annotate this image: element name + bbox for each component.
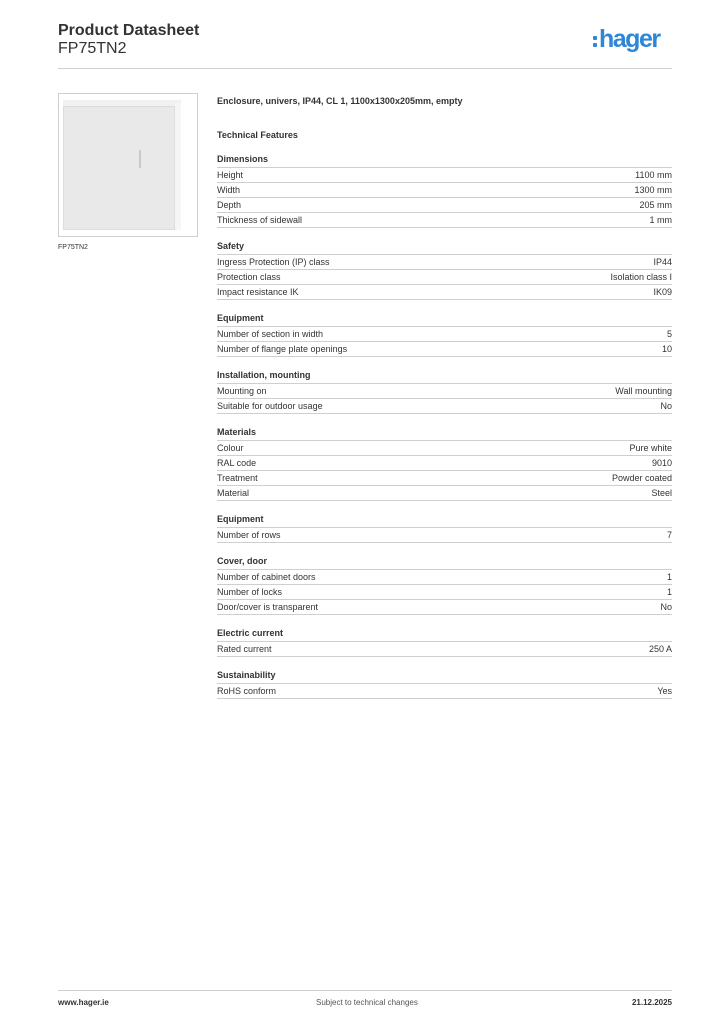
feature-label: Depth xyxy=(217,200,242,210)
feature-value: Pure white xyxy=(629,443,672,453)
section-title: Dimensions xyxy=(217,153,672,168)
feature-row xyxy=(217,585,672,600)
datasheet-content xyxy=(217,96,672,699)
hager-logo xyxy=(593,26,660,56)
feature-label: Height xyxy=(217,170,244,180)
feature-label: Thickness of sidewall xyxy=(217,215,303,225)
footer-date: 21.12.2025 xyxy=(631,998,672,1007)
feature-section xyxy=(217,669,672,699)
feature-label: Rated current xyxy=(217,644,272,654)
cabinet-handle xyxy=(139,150,141,168)
product-code: FP75TN2 xyxy=(58,40,127,57)
feature-section xyxy=(217,627,672,657)
footer-divider xyxy=(58,990,672,991)
feature-value: 1300 mm xyxy=(634,185,672,195)
feature-value: 1100 mm xyxy=(635,170,672,180)
feature-section xyxy=(217,369,672,414)
section-title: Materials xyxy=(217,426,672,441)
feature-label: Suitable for outdoor usage xyxy=(217,401,323,411)
image-caption: FP75TN2 xyxy=(58,244,88,251)
page-title: Product Datasheet xyxy=(58,22,200,39)
feature-sections xyxy=(217,153,672,699)
feature-row xyxy=(217,384,672,399)
feature-label: Number of section in width xyxy=(217,329,324,339)
feature-section xyxy=(217,153,672,228)
cabinet-side xyxy=(175,103,181,230)
feature-row xyxy=(217,471,672,486)
feature-row xyxy=(217,183,672,198)
feature-value: Steel xyxy=(651,488,672,498)
feature-section xyxy=(217,240,672,300)
feature-label: Width xyxy=(217,185,241,195)
section-title: Safety xyxy=(217,240,672,255)
feature-value: Yes xyxy=(657,686,672,696)
feature-row xyxy=(217,570,672,585)
feature-row xyxy=(217,600,672,615)
feature-label: RoHS conform xyxy=(217,686,277,696)
feature-row xyxy=(217,528,672,543)
feature-row xyxy=(217,255,672,270)
feature-value: 9010 xyxy=(651,458,672,468)
cabinet-front xyxy=(63,106,175,230)
feature-label: Impact resistance IK xyxy=(217,287,299,297)
product-image xyxy=(58,93,198,237)
feature-value: 1 xyxy=(666,587,672,597)
section-title: Installation, mounting xyxy=(217,369,672,384)
feature-value: IP44 xyxy=(653,257,672,267)
product-description: Enclosure, univers, IP44, CL 1, 1100x1300x205mm, empty xyxy=(217,96,463,106)
feature-row xyxy=(217,198,672,213)
logo-dots-icon xyxy=(593,36,597,47)
feature-row xyxy=(217,270,672,285)
feature-section xyxy=(217,555,672,615)
feature-row xyxy=(217,456,672,471)
feature-row xyxy=(217,642,672,657)
feature-value: Wall mounting xyxy=(615,386,672,396)
feature-label: Treatment xyxy=(217,473,258,483)
section-title: Cover, door xyxy=(217,555,672,570)
feature-row xyxy=(217,327,672,342)
section-title: Sustainability xyxy=(217,669,672,684)
feature-label: Number of rows xyxy=(217,530,281,540)
feature-row xyxy=(217,342,672,357)
section-title: Equipment xyxy=(217,312,672,327)
feature-row xyxy=(217,399,672,414)
feature-value: 250 A xyxy=(648,644,672,654)
feature-value: 10 xyxy=(661,344,672,354)
feature-label: Mounting on xyxy=(217,386,267,396)
feature-value: No xyxy=(660,602,672,612)
feature-row xyxy=(217,486,672,501)
feature-value: 5 xyxy=(666,329,672,339)
technical-features-title: Technical Features xyxy=(217,130,298,140)
feature-row xyxy=(217,213,672,228)
footer-notice: Subject to technical changes xyxy=(316,998,418,1007)
feature-label: Material xyxy=(217,488,250,498)
feature-value: 7 xyxy=(666,530,672,540)
feature-row xyxy=(217,285,672,300)
feature-row xyxy=(217,168,672,183)
feature-value: Isolation class I xyxy=(610,272,672,282)
feature-label: Ingress Protection (IP) class xyxy=(217,257,330,267)
logo-text: hager xyxy=(599,25,660,53)
feature-value: 1 xyxy=(666,572,672,582)
feature-value: IK09 xyxy=(653,287,672,297)
feature-value: No xyxy=(660,401,672,411)
feature-label: Number of cabinet doors xyxy=(217,572,316,582)
section-title: Electric current xyxy=(217,627,672,642)
feature-section xyxy=(217,513,672,543)
feature-value: 205 mm xyxy=(639,200,672,210)
feature-label: Protection class xyxy=(217,272,281,282)
feature-label: Number of flange plate openings xyxy=(217,344,348,354)
feature-row xyxy=(217,441,672,456)
section-title: Equipment xyxy=(217,513,672,528)
feature-label: Door/cover is transparent xyxy=(217,602,319,612)
feature-value: 1 mm xyxy=(649,215,672,225)
feature-label: Colour xyxy=(217,443,244,453)
footer-website: www.hager.ie xyxy=(58,998,109,1007)
feature-row xyxy=(217,684,672,699)
feature-section xyxy=(217,426,672,501)
header-divider xyxy=(58,68,672,69)
feature-value: Powder coated xyxy=(611,473,672,483)
feature-section xyxy=(217,312,672,357)
feature-label: Number of locks xyxy=(217,587,283,597)
feature-label: RAL code xyxy=(217,458,257,468)
